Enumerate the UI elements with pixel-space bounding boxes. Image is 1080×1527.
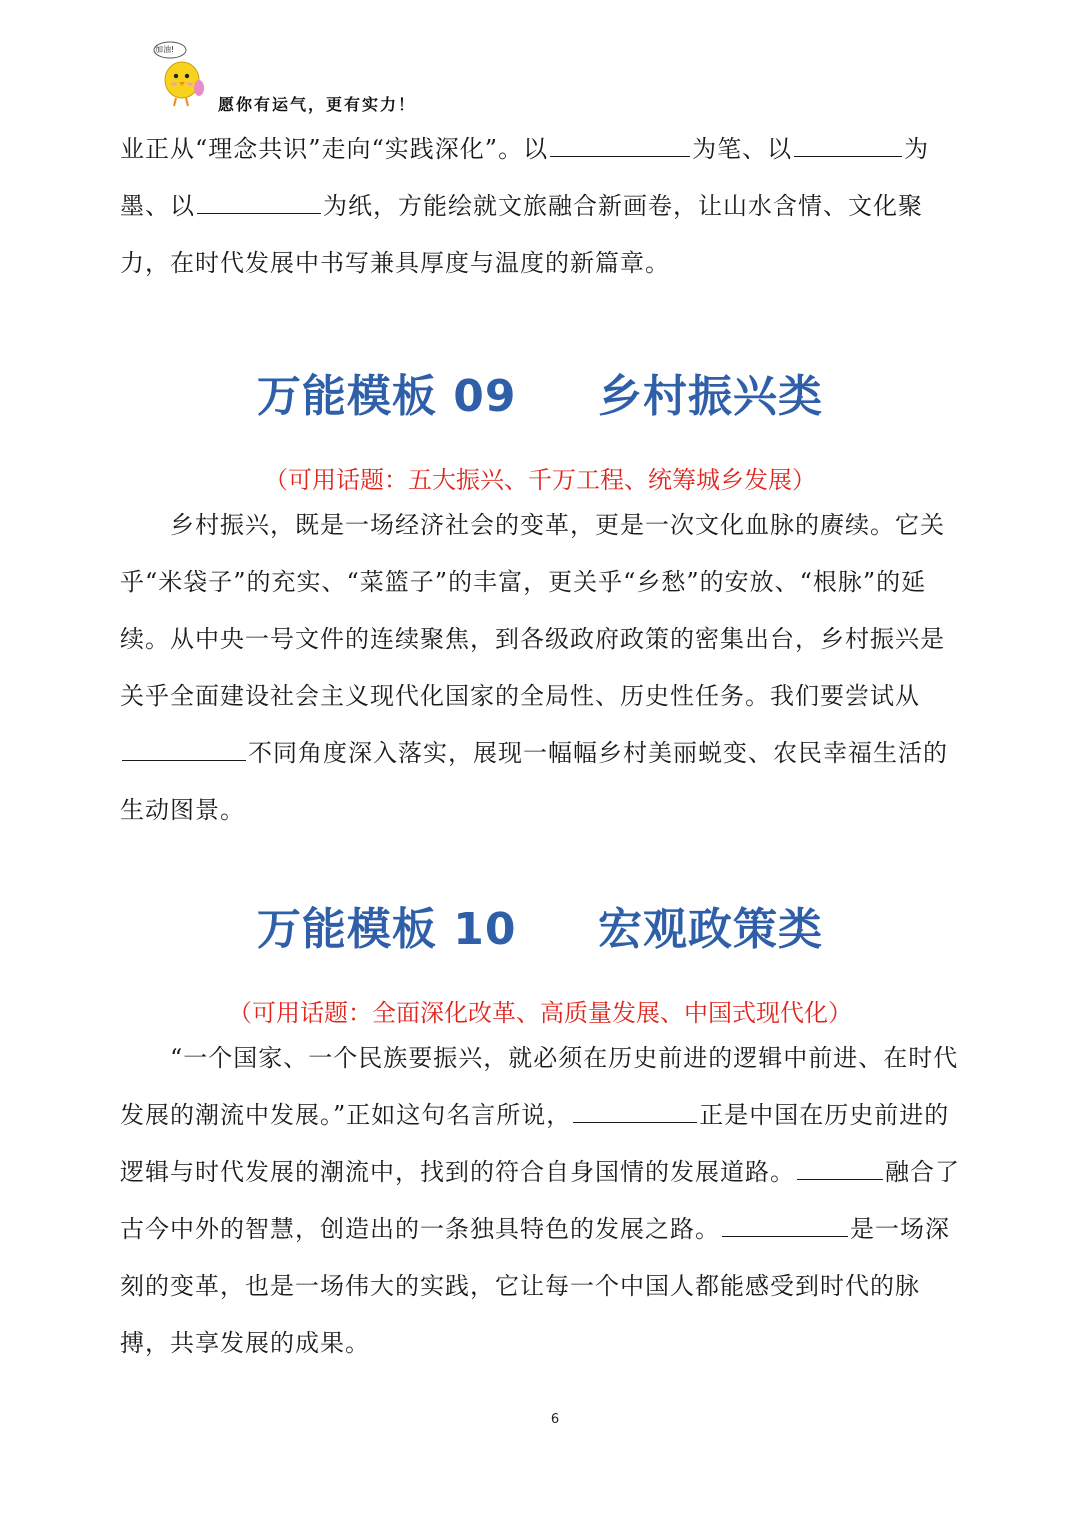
intro-text-1: 业正从“理念共识”走向“实践深化”。以 bbox=[120, 135, 549, 163]
paragraph-10-text-4: 是一场深刻的变革，也是一场伟大的实践，它让每一个中国人都能感受到时代的脉搏，共享发展的成果。 bbox=[120, 1215, 950, 1357]
intro-text-4: 为纸，方能绘就文旅融合新画卷，让山水含情、文化聚力，在时代发展中书写兼具厚度与温度的新篇章。 bbox=[120, 192, 923, 277]
paragraph-09-text-2: 不同角度深入落实，展现一幅幅乡村美丽蜕变、农民幸福生活的生动图景。 bbox=[120, 739, 948, 824]
intro-paragraph bbox=[120, 121, 965, 292]
fill-blank bbox=[197, 193, 321, 214]
header-motto: 愿你有运气，更有实力！ bbox=[218, 95, 417, 114]
paragraph-10-text-1: “一个国家、一个民族要振兴，就必须在历史前进的逻辑中前进、在时代发展的潮流中发展。”正如这句名言所说， bbox=[120, 1044, 959, 1129]
fill-blank bbox=[573, 1102, 697, 1123]
section-title-10: 万能模板 10 宏观政策类 bbox=[256, 904, 824, 955]
fill-blank bbox=[722, 1216, 848, 1237]
fill-blank bbox=[797, 1159, 883, 1180]
section-topics-09: （可用话题：五大振兴、千万工程、统筹城乡发展） bbox=[264, 466, 816, 494]
paragraph-09-text-1: 乡村振兴，既是一场经济社会的变革，更是一次文化血脉的赓续。它关乎“米袋子”的充实、“菜篮子”的丰富，更关乎“乡愁”的安放、“根脉”的延续。从中央一号文件的连续聚焦，到各级政府政策的密集出台，乡村振兴是关乎全面建设社会主义现代化国家的全局性、历史性任务。我们要尝试从 bbox=[120, 511, 945, 710]
section-paragraph-10 bbox=[120, 1030, 965, 1372]
fill-blank bbox=[794, 136, 902, 157]
intro-text-3: 为墨、以 bbox=[120, 135, 930, 220]
section-paragraph-09 bbox=[120, 497, 965, 839]
intro-text-2: 为笔、以 bbox=[692, 135, 793, 163]
page-number: 6 bbox=[550, 1412, 560, 1427]
section-topics-10: （可用话题：全面深化改革、高质量发展、中国式现代化） bbox=[228, 999, 852, 1027]
fill-blank bbox=[122, 740, 246, 761]
mascot-bubble-text: 加油! bbox=[155, 45, 175, 54]
paragraph-10-text-3: 融合了古今中外的智慧，创造出的一条独具特色的发展之路。 bbox=[120, 1158, 960, 1243]
fill-blank bbox=[550, 136, 690, 157]
section-title-09: 万能模板 09 乡村振兴类 bbox=[256, 371, 824, 422]
paragraph-10-text-2: 正是中国在历史前进的逻辑与时代发展的潮流中，找到的符合自身国情的发展道路。 bbox=[120, 1101, 950, 1186]
